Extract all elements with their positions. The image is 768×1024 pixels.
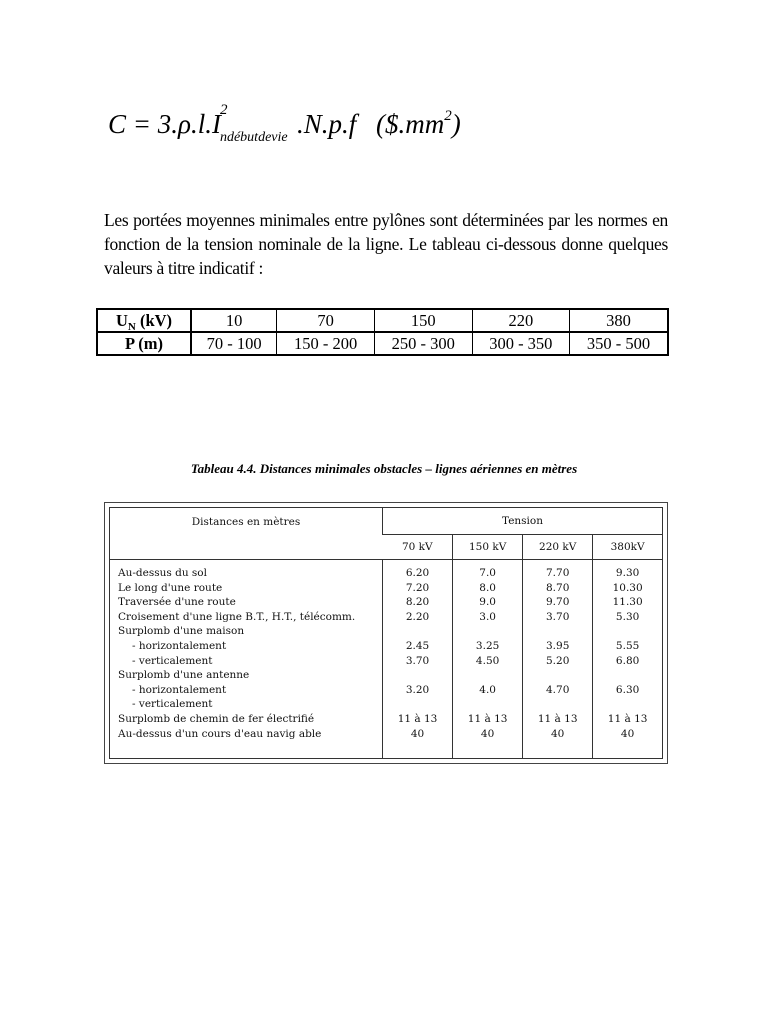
table-cell: 4.70 bbox=[546, 683, 570, 696]
span-table bbox=[96, 308, 669, 356]
table-cell: 40 bbox=[551, 727, 565, 740]
table-caption: Tableau 4.4. Distances minimales obstacles – lignes aériennes en mètres bbox=[190, 461, 578, 476]
values-column-380kv bbox=[593, 560, 662, 759]
table-cell: 4.0 bbox=[479, 683, 496, 696]
table-cell: 350 - 500 bbox=[570, 332, 668, 355]
row-label bbox=[110, 566, 382, 581]
table-cell: 11 à 13 bbox=[537, 712, 578, 725]
table-cell bbox=[383, 668, 452, 683]
table-cell bbox=[453, 624, 522, 639]
row-names-column bbox=[110, 560, 383, 759]
table-row bbox=[97, 309, 668, 332]
table-cell: 40 bbox=[620, 727, 635, 740]
column-header: 380kV bbox=[593, 535, 662, 560]
table-cell: 6.20 bbox=[405, 567, 430, 579]
cost-formula bbox=[108, 102, 461, 145]
table-cell: 3.20 bbox=[405, 683, 430, 696]
table-cell: 11 à 13 bbox=[607, 712, 648, 725]
row-label-text: Traversée d'une route bbox=[118, 596, 236, 609]
table-cell bbox=[523, 668, 592, 683]
formula-I: I bbox=[211, 109, 221, 139]
table-cell: 11.30 bbox=[612, 596, 643, 609]
units-open: ($.mm bbox=[376, 109, 445, 139]
formula-units bbox=[376, 104, 461, 149]
row-label-text: - verticalement bbox=[132, 698, 213, 711]
table-cell: 5.20 bbox=[546, 654, 570, 667]
values-column-220kv bbox=[523, 560, 593, 759]
column-header: 70 kV bbox=[383, 535, 453, 560]
row-label bbox=[110, 610, 382, 625]
distance-table-frame bbox=[104, 502, 668, 764]
row-label bbox=[110, 668, 382, 683]
formula-l: .l. bbox=[190, 109, 212, 139]
distances-header: Distances en mètres bbox=[110, 508, 383, 560]
table-cell: 3.25 bbox=[475, 639, 500, 652]
table-cell bbox=[383, 624, 452, 639]
table-cell bbox=[453, 697, 522, 712]
table-cell: 10 bbox=[191, 309, 277, 332]
tension-header: Tension bbox=[383, 508, 663, 535]
table-cell: 7.70 bbox=[546, 567, 570, 579]
table-cell: 9.30 bbox=[615, 567, 640, 579]
row-label bbox=[110, 712, 382, 727]
formula-rest: .N.p.f bbox=[296, 109, 357, 139]
table-cell bbox=[383, 697, 452, 712]
units-exponent: 2 bbox=[444, 108, 452, 124]
table-cell: 3.95 bbox=[546, 639, 570, 652]
table-body-row bbox=[110, 560, 662, 759]
row-label-text: Au-dessus d'un cours d'eau navig able bbox=[118, 727, 322, 740]
formula-exponent: 2 bbox=[219, 102, 228, 118]
table-cell: 5.30 bbox=[615, 610, 640, 623]
table-cell: 10.30 bbox=[612, 581, 643, 594]
values-column-70kv bbox=[383, 560, 453, 759]
row-label-text: - horizontalement bbox=[132, 639, 227, 652]
table-cell: 6.80 bbox=[615, 654, 640, 667]
distance-table-inner bbox=[109, 507, 663, 759]
table-cell: 11 à 13 bbox=[467, 712, 508, 725]
row-label bbox=[110, 727, 382, 742]
formula-lhs: C = 3. bbox=[108, 109, 178, 139]
table-cell: 9.0 bbox=[479, 596, 496, 609]
table-cell bbox=[523, 697, 592, 712]
table-cell: 380 bbox=[570, 309, 668, 332]
table-cell: 150 - 200 bbox=[277, 332, 375, 355]
row-label bbox=[110, 581, 382, 596]
units-close: ) bbox=[451, 109, 461, 139]
formula-subscript: ndébutdevie bbox=[219, 130, 288, 145]
voltage-symbol: U bbox=[115, 310, 128, 330]
column-header: 150 kV bbox=[453, 535, 523, 560]
row-label bbox=[110, 624, 382, 639]
table-cell: 3.70 bbox=[546, 610, 570, 623]
table-cell: 8.20 bbox=[405, 596, 430, 609]
column-header: 220 kV bbox=[523, 535, 593, 560]
table-cell: 70 bbox=[277, 309, 375, 332]
table-cell: 3.0 bbox=[479, 610, 496, 623]
row-label-text: Croisement d'une ligne B.T., H.T., télécomm. bbox=[118, 610, 356, 623]
span-header: P (m) bbox=[97, 332, 191, 355]
values-column-150kv bbox=[453, 560, 523, 759]
row-label-text: Surplomb d'une antenne bbox=[118, 669, 250, 682]
table-cell: 220 bbox=[472, 309, 570, 332]
table-cell bbox=[523, 624, 592, 639]
table-cell: 6.30 bbox=[615, 683, 640, 696]
table-cell: 2.45 bbox=[405, 639, 430, 652]
row-label bbox=[110, 697, 382, 712]
row-label bbox=[110, 654, 382, 669]
table-header-row bbox=[110, 508, 662, 535]
row-label-text: Au-dessus du sol bbox=[118, 567, 207, 579]
table-cell: 8.0 bbox=[479, 581, 496, 594]
table-cell: 7.0 bbox=[479, 567, 496, 579]
row-label-text: Le long d'une route bbox=[118, 581, 223, 594]
row-label bbox=[110, 595, 382, 610]
voltage-header bbox=[97, 309, 191, 332]
row-label bbox=[110, 683, 382, 698]
row-label-text: Surplomb d'une maison bbox=[118, 625, 245, 638]
table-cell: 2.20 bbox=[405, 610, 430, 623]
voltage-subscript: N bbox=[127, 320, 136, 333]
formula-rho: ρ bbox=[177, 109, 191, 139]
table-cell: 70 - 100 bbox=[191, 332, 277, 355]
span-paragraph: Les portées moyennes minimales entre pylônes sont déterminées par les normes en fonction de la tension nominale de la ligne. Le tableau ci-dessous donne quelques valeurs à titre indicatif : bbox=[104, 210, 668, 278]
row-label-text: - verticalement bbox=[132, 654, 213, 667]
formula-current bbox=[211, 102, 288, 145]
table-cell: 40 bbox=[480, 727, 495, 740]
table-cell: 11 à 13 bbox=[397, 712, 438, 725]
table-cell: 300 - 350 bbox=[472, 332, 570, 355]
row-label-text: - horizontalement bbox=[132, 683, 227, 696]
table-cell: 5.55 bbox=[615, 639, 640, 652]
table-cell bbox=[453, 668, 522, 683]
table-cell: 7.20 bbox=[405, 581, 430, 594]
table-cell bbox=[593, 697, 662, 712]
table-cell: 8.70 bbox=[546, 581, 570, 594]
table-cell bbox=[593, 624, 662, 639]
table-cell: 9.70 bbox=[546, 596, 570, 609]
table-cell: 150 bbox=[374, 309, 472, 332]
distance-table bbox=[110, 508, 662, 758]
table-row bbox=[97, 332, 668, 355]
table-cell: 250 - 300 bbox=[374, 332, 472, 355]
table-cell: 3.70 bbox=[405, 654, 430, 667]
table-cell: 4.50 bbox=[475, 654, 500, 667]
table-cell: 40 bbox=[410, 727, 425, 740]
row-label bbox=[110, 639, 382, 654]
table-cell bbox=[593, 668, 662, 683]
row-label-text: Surplomb de chemin de fer électrifié bbox=[118, 712, 315, 725]
voltage-unit: (kV) bbox=[135, 310, 173, 330]
